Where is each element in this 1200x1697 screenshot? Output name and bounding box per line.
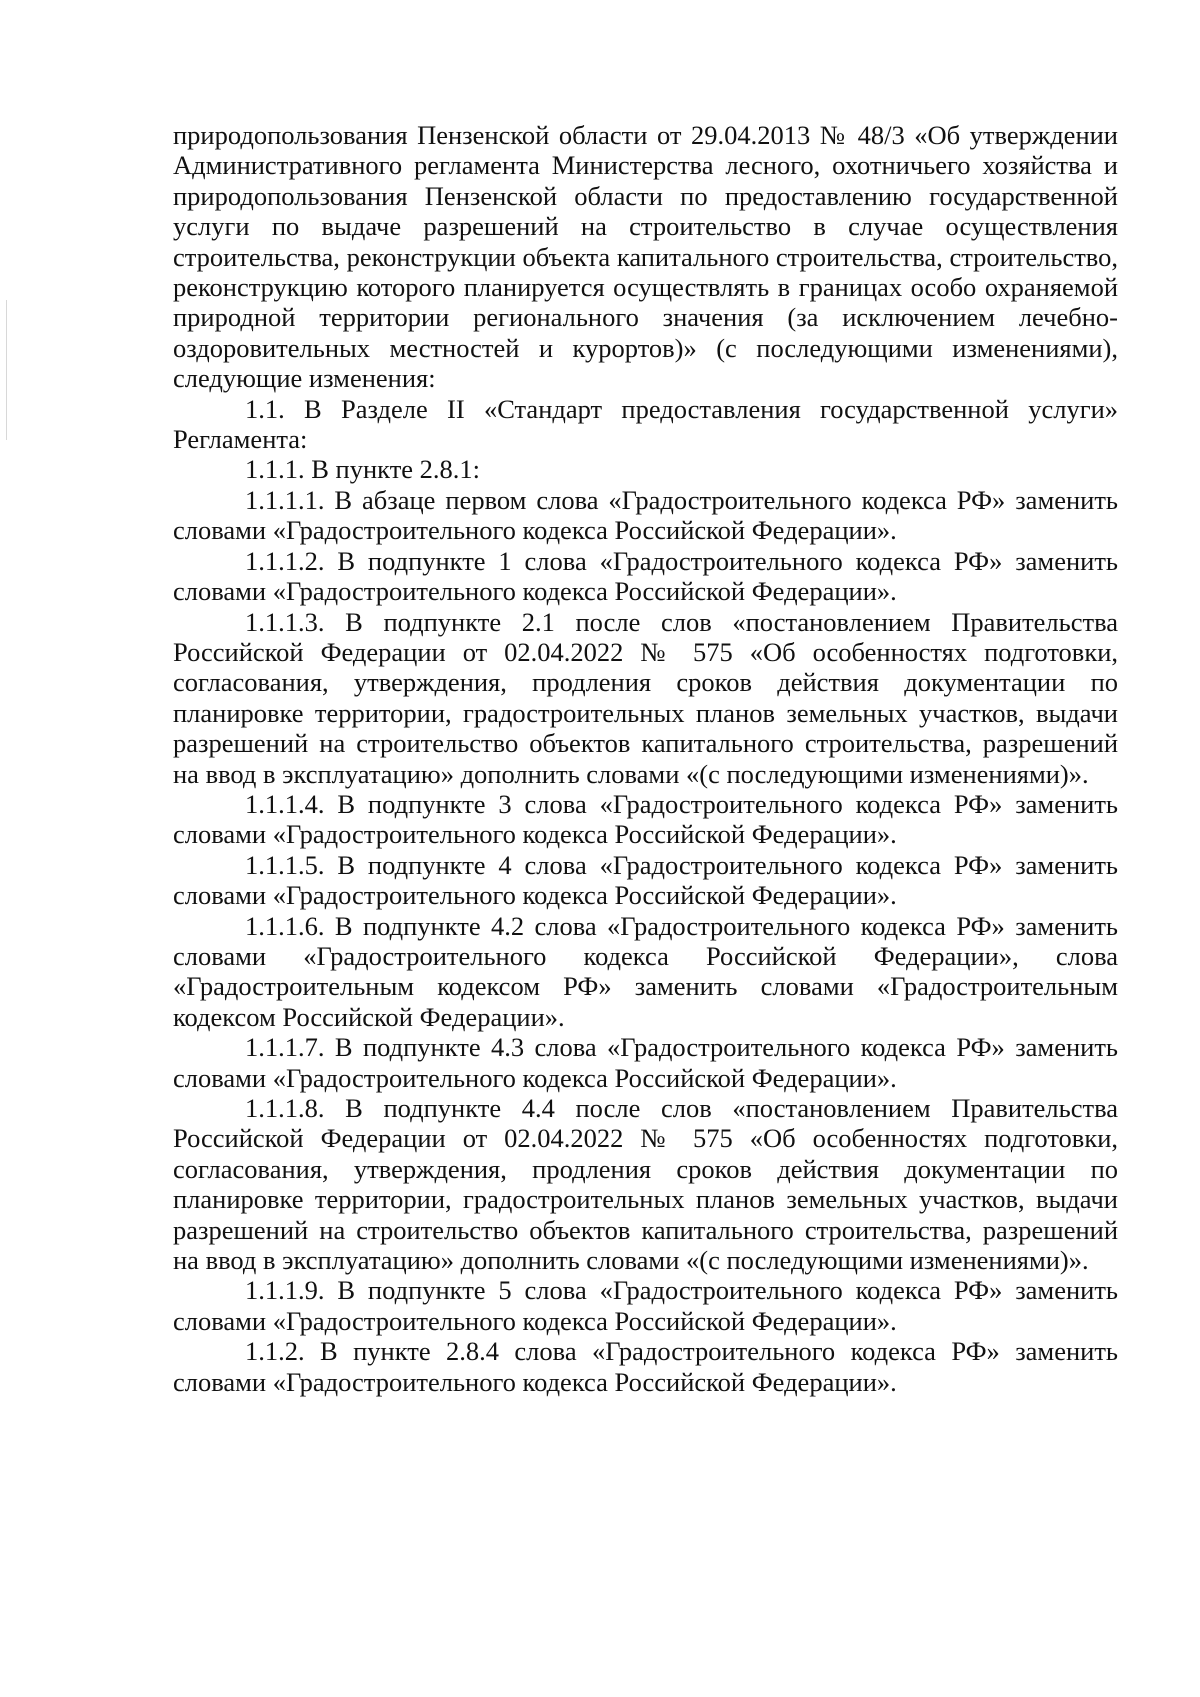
paragraph-1-1-1-5: 1.1.1.5. В подпункте 4 слова «Градостроительного кодекса РФ» заменить словами «Градостроительного кодекса Российской Федерации». bbox=[173, 849, 1118, 911]
paragraph-1-1-1: 1.1.1. В пункте 2.8.1: bbox=[245, 454, 481, 485]
paragraph-1-1-1-8: 1.1.1.8. В подпункте 4.4 после слов «постановлением Правительства Российской Федерации от 02.04.2022 № 575 «Об особенностях подготовки, согласования, утверждения, продления сроков действия документации по планировке территории, градостроительных планов земельных участков, выдачи разрешений на строительство объектов капитального строительства, разрешений на ввод в эксплуатацию» дополнить словами «(с последующими изменениями)». bbox=[173, 1093, 1118, 1276]
paragraph-1-1-1-2: 1.1.1.2. В подпункте 1 слова «Градостроительного кодекса РФ» заменить словами «Градостроительного кодекса Российской Федерации». bbox=[173, 545, 1118, 607]
paragraph-1-1-1-3: 1.1.1.3. В подпункте 2.1 после слов «постановлением Правительства Российской Федерации от 02.04.2022 № 575 «Об особенностях подготовки, согласования, утверждения, продления сроков действия документации по планировке территории, градостроительных планов земельных участков, выдачи разрешений на строительство объектов капитального строительства, разрешений на ввод в эксплуатацию» дополнить словами «(с последующими изменениями)». bbox=[173, 606, 1118, 789]
paragraph-1-1-1-4: 1.1.1.4. В подпункте 3 слова «Градостроительного кодекса РФ» заменить словами «Градостроительного кодекса Российской Федерации». bbox=[173, 788, 1118, 850]
paragraph-1-1-1-1: 1.1.1.1. В абзаце первом слова «Градостроительного кодекса РФ» заменить словами «Градостроительного кодекса Российской Федерации». bbox=[173, 484, 1118, 546]
paragraph-1-1: 1.1. В Разделе II «Стандарт предоставления государственной услуги» Регламента: bbox=[173, 393, 1118, 455]
paragraph-1-1-1-9: 1.1.1.9. В подпункте 5 слова «Градостроительного кодекса РФ» заменить словами «Градостроительного кодекса Российской Федерации». bbox=[173, 1275, 1118, 1336]
scan-margin-artifact bbox=[6, 300, 7, 440]
paragraph-1-1-1-6: 1.1.1.6. В подпункте 4.2 слова «Градостроительного кодекса РФ» заменить словами «Градостроительного кодекса Российской Федерации», слова «Градостроительным кодексом РФ» заменить словами «Градостроительным кодексом Российской Федерации». bbox=[173, 910, 1118, 1032]
paragraph-1-1-2: 1.1.2. В пункте 2.8.4 слова «Градостроительного кодекса РФ» заменить словами «Градостроительного кодекса Российской Федерации». bbox=[173, 1336, 1118, 1397]
paragraph-continuation: природопользования Пензенской области от 29.04.2013 № 48/3 «Об утверждении Административного регламента Министерства лесного, охотничьего хозяйства и природопользования Пензенской области по предоставлению государственной услуги по выдаче разрешений на строительство в случае осуществления строительства, реконструкции объекта капитального строительства, строительство, реконструкцию которого планируется осуществлять в границах особо охраняемой природной территории регионального значения (за исключением лечебно-оздоровительных местностей и курортов)» (с последующими изменениями), следующие изменения: bbox=[173, 120, 1118, 394]
paragraph-1-1-1-7: 1.1.1.7. В подпункте 4.3 слова «Градостроительного кодекса РФ» заменить словами «Градостроительного кодекса Российской Федерации». bbox=[173, 1032, 1118, 1093]
document-body bbox=[173, 120, 1118, 1397]
